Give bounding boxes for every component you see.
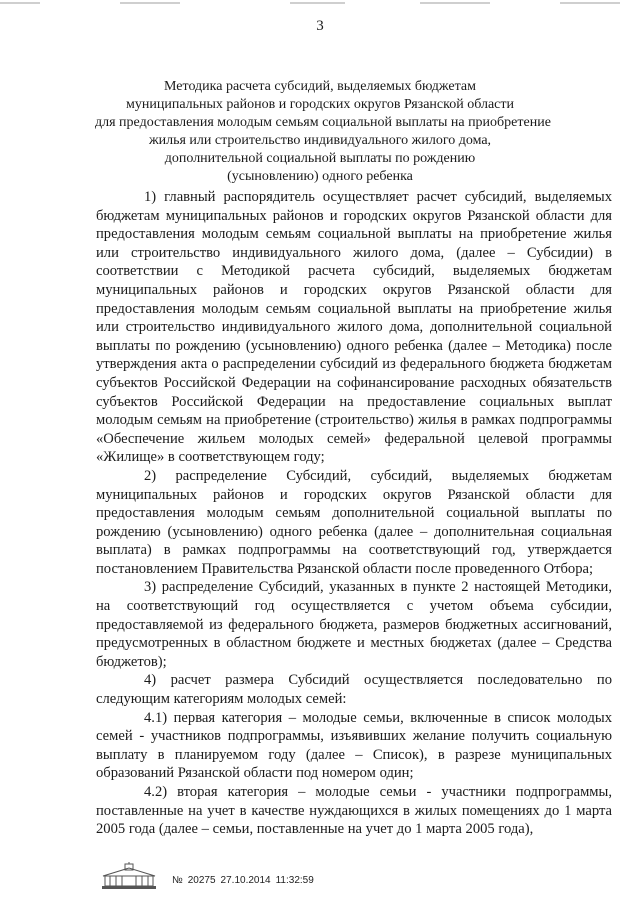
paragraph-3: 3) распределение Субсидий, указанных в пункте 2 настоящей Методики, на соответствующий год осуществляется с учетом объема субсидии, предоставляемой из федерального бюджета, размеров бюджетных ассигнований, предусмотренных в областном бюджете и местных бюджетах (далее – Средства бюджетов);	[96, 579, 612, 670]
paragraph-4-2: 4.2) вторая категория – молодые семьи - участники подпрограммы, поставленные на учет в качестве нуждающихся в жилых помещениях до 1 марта 2005 года (далее – семьи, поставленные на учет до 1 марта 2005 года),	[96, 784, 612, 838]
scan-artifact	[420, 2, 490, 4]
document-time: 11:32:59	[275, 875, 314, 886]
document-title	[95, 78, 551, 186]
title-line: жилья или строительство индивидуального жилого дома,	[148, 133, 492, 148]
title-line: Методика расчета субсидий, выделяемых бюджетам	[164, 79, 476, 94]
title-line: дополнительной социальной выплаты по рождению	[164, 151, 476, 166]
title-line: муниципальных районов и городских округов Рязанской области	[126, 97, 514, 112]
paragraph-1: 1) главный распорядитель осуществляет расчет субсидий, выделяемых бюджетам муниципальных районов и городских округов Рязанской области для предоставления молодым семьям социальной выплаты на приобретение жилья или строительство индивидуального жилого дома, (далее – Субсидии) в соответствии с Методикой расчета субсидий, выделяемых бюджетам муниципальных районов и городских округов Рязанской области для предоставления молодым семьям социальной выплаты на приобретение жилья или строительство индивидуального жилого дома, дополнительной социальной выплаты по рождению (усыновлению) одного ребенка (далее – Методика) после утверждения акта о распределении субсидий из федерального бюджета бюджетам субъектов Российской Федерации на софинансирование расходных обязательств субъектов Российской Федерации на предоставление социальных выплат молодым семьям на приобретение (строительство) жилья в рамках подпрограммы «Обеспечение жильем молодых семей» федеральной целевой программы «Жилище» в соответствующем году;	[96, 189, 612, 466]
title-line: (усыновлению) одного ребенка	[227, 169, 413, 184]
scan-artifact	[560, 2, 620, 4]
document-number: 20275	[187, 875, 216, 886]
document-registration-stamp	[172, 875, 319, 890]
title-line: для предоставления молодым семьям социальной выплаты на приобретение	[95, 115, 551, 130]
scan-artifact	[120, 2, 180, 4]
paragraph-4: 4) расчет размера Субсидий осуществляется последовательно по следующим категориям молодых семей:	[96, 672, 612, 708]
document-date: 27.10.2014	[220, 875, 271, 886]
paragraph-4-1: 4.1) первая категория – молодые семьи, включенные в список молодых семей - участников подпрограммы, изъявивших желание получить социальную выплату в планируемом году (далее – Список), в разрезе муниципальных образований Рязанской области под номером один;	[96, 709, 612, 782]
paragraph-2: 2) распределение Субсидий, субсидий, выделяемых бюджетам муниципальных районов и городских округов Рязанской области для предоставления молодым семьям дополнительной социальной выплаты по рождению (усыновлению) одного ребенка (далее – дополнительная социальная выплата) в рамках подпрограммы на соответствующий год, утверждается постановлением Правительства Рязанской области после проведенного Отбора;	[96, 467, 612, 577]
scan-artifact	[290, 2, 345, 4]
number-sign: №	[172, 875, 183, 886]
government-building-logo-icon	[100, 862, 158, 890]
document-footer	[100, 860, 319, 890]
page-number: 3	[316, 18, 324, 34]
scan-artifact	[0, 2, 40, 4]
document-body	[96, 188, 612, 839]
